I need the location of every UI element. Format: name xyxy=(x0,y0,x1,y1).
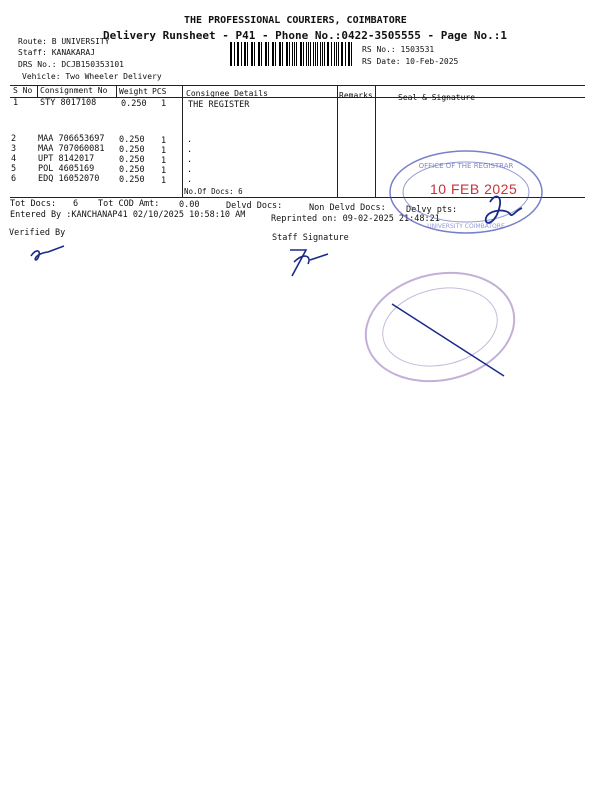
cell-consignment: EDQ 16052070 xyxy=(38,174,100,184)
barcode-bar xyxy=(238,42,239,66)
cell-consignment: UPT 8142017 xyxy=(38,154,95,164)
staff-label: Staff: KANAKARAJ xyxy=(18,48,96,57)
reprinted-on: Reprinted on: 09-02-2025 21:48:21 xyxy=(271,214,440,224)
no-of-docs: No.Of Docs: 6 xyxy=(184,187,243,196)
col-divider xyxy=(375,85,376,197)
cell-consignment: MAA 706653697 xyxy=(38,134,105,144)
cell-pcs: 1 xyxy=(161,176,167,186)
receiver-signature xyxy=(476,190,536,232)
cell-consignee: . xyxy=(187,145,193,155)
cell-consignee: THE REGISTER xyxy=(188,100,250,110)
cell-sno: 5 xyxy=(11,164,17,174)
barcode-bar xyxy=(275,42,276,66)
col-divider xyxy=(37,85,38,97)
col-divider xyxy=(116,85,117,97)
barcode xyxy=(230,42,355,66)
barcode-bar xyxy=(334,42,335,66)
staff-signature-label: Staff Signature xyxy=(272,233,349,243)
runsheet-title: Delivery Runsheet - P41 - Phone No.:0422-3505555 - Page No.:1 xyxy=(103,29,507,42)
cell-consignment: POL 4605169 xyxy=(38,164,95,174)
cell-consignee: . xyxy=(187,175,193,185)
verified-by-label: Verified By xyxy=(9,228,66,238)
vehicle-label: Vehicle: Two Wheeler Delivery xyxy=(22,72,162,81)
rs-date-label: RS Date: 10-Feb-2025 xyxy=(362,57,459,66)
header-sno: S No xyxy=(13,86,33,95)
barcode-bar xyxy=(292,42,293,66)
entered-by: Entered By :KANCHANAP41 02/10/2025 10:58:10 AM xyxy=(10,210,246,220)
svg-text:OFFICE OF THE REGISTRAR: OFFICE OF THE REGISTRAR xyxy=(418,162,514,170)
delvd-docs-label: Delvd Docs: xyxy=(226,201,283,211)
header-consignment: Consignment No xyxy=(40,86,108,95)
cell-sno: 1 xyxy=(13,98,19,108)
cell-pcs: 1 xyxy=(161,136,167,146)
non-delvd-docs-label: Non Delvd Docs: xyxy=(309,203,386,213)
company-title: THE PROFESSIONAL COURIERS, COIMBATORE xyxy=(184,15,407,26)
col-divider xyxy=(182,85,183,197)
cell-consignment: MAA 707060081 xyxy=(38,144,105,154)
header-remarks: Remarks xyxy=(339,91,373,100)
barcode-bar xyxy=(254,42,255,66)
tot-cod-value: 0.00 xyxy=(179,200,200,210)
cell-sno: 3 xyxy=(11,144,17,154)
cell-pcs: 1 xyxy=(161,166,167,176)
tot-docs-value: 6 xyxy=(73,199,79,209)
delvy-pts-label: Delvy pts: xyxy=(406,205,458,215)
cell-weight: 0.250 xyxy=(119,165,145,175)
cell-consignee: . xyxy=(187,165,193,175)
cell-weight: 0.250 xyxy=(119,155,145,165)
route-label: Route: B UNIVERSITY xyxy=(18,37,110,46)
strike-line xyxy=(388,300,508,380)
header-seal: Seal & Signature xyxy=(398,93,476,102)
header-consignee: Consignee Details xyxy=(186,89,268,98)
barcode-bar xyxy=(313,42,314,66)
cell-consignee: . xyxy=(187,155,193,165)
staff-signature xyxy=(284,244,334,278)
cell-consignment: STY 8017108 xyxy=(40,98,97,108)
cell-pcs: 1 xyxy=(161,156,167,166)
header-pcs: PCS xyxy=(152,87,167,96)
cell-weight: 0.250 xyxy=(119,135,145,145)
rs-no-label: RS No.: 1503531 xyxy=(362,45,435,54)
svg-text:UNIVERSITY COIMBATORE: UNIVERSITY COIMBATORE xyxy=(427,223,505,230)
cell-sno: 2 xyxy=(11,134,17,144)
verified-signature xyxy=(28,242,68,266)
cell-pcs: 1 xyxy=(161,146,167,156)
barcode-bar xyxy=(351,42,352,66)
cell-sno: 4 xyxy=(11,154,17,164)
drs-no-label: DRS No.: DCJB150353101 xyxy=(18,60,124,69)
col-divider xyxy=(337,85,338,197)
cell-weight: 0.250 xyxy=(119,145,145,155)
cell-sno: 6 xyxy=(11,174,17,184)
cell-weight: 0.250 xyxy=(121,99,147,109)
cell-consignee: . xyxy=(187,135,193,145)
tot-cod-label: Tot COD Amt: xyxy=(98,199,160,209)
header-weight: Weight xyxy=(119,87,148,96)
cell-weight: 0.250 xyxy=(119,175,145,185)
tot-docs-label: Tot Docs: xyxy=(10,199,57,209)
cell-pcs: 1 xyxy=(161,99,167,109)
stamp-date: 10 FEB 2025 xyxy=(430,181,518,197)
